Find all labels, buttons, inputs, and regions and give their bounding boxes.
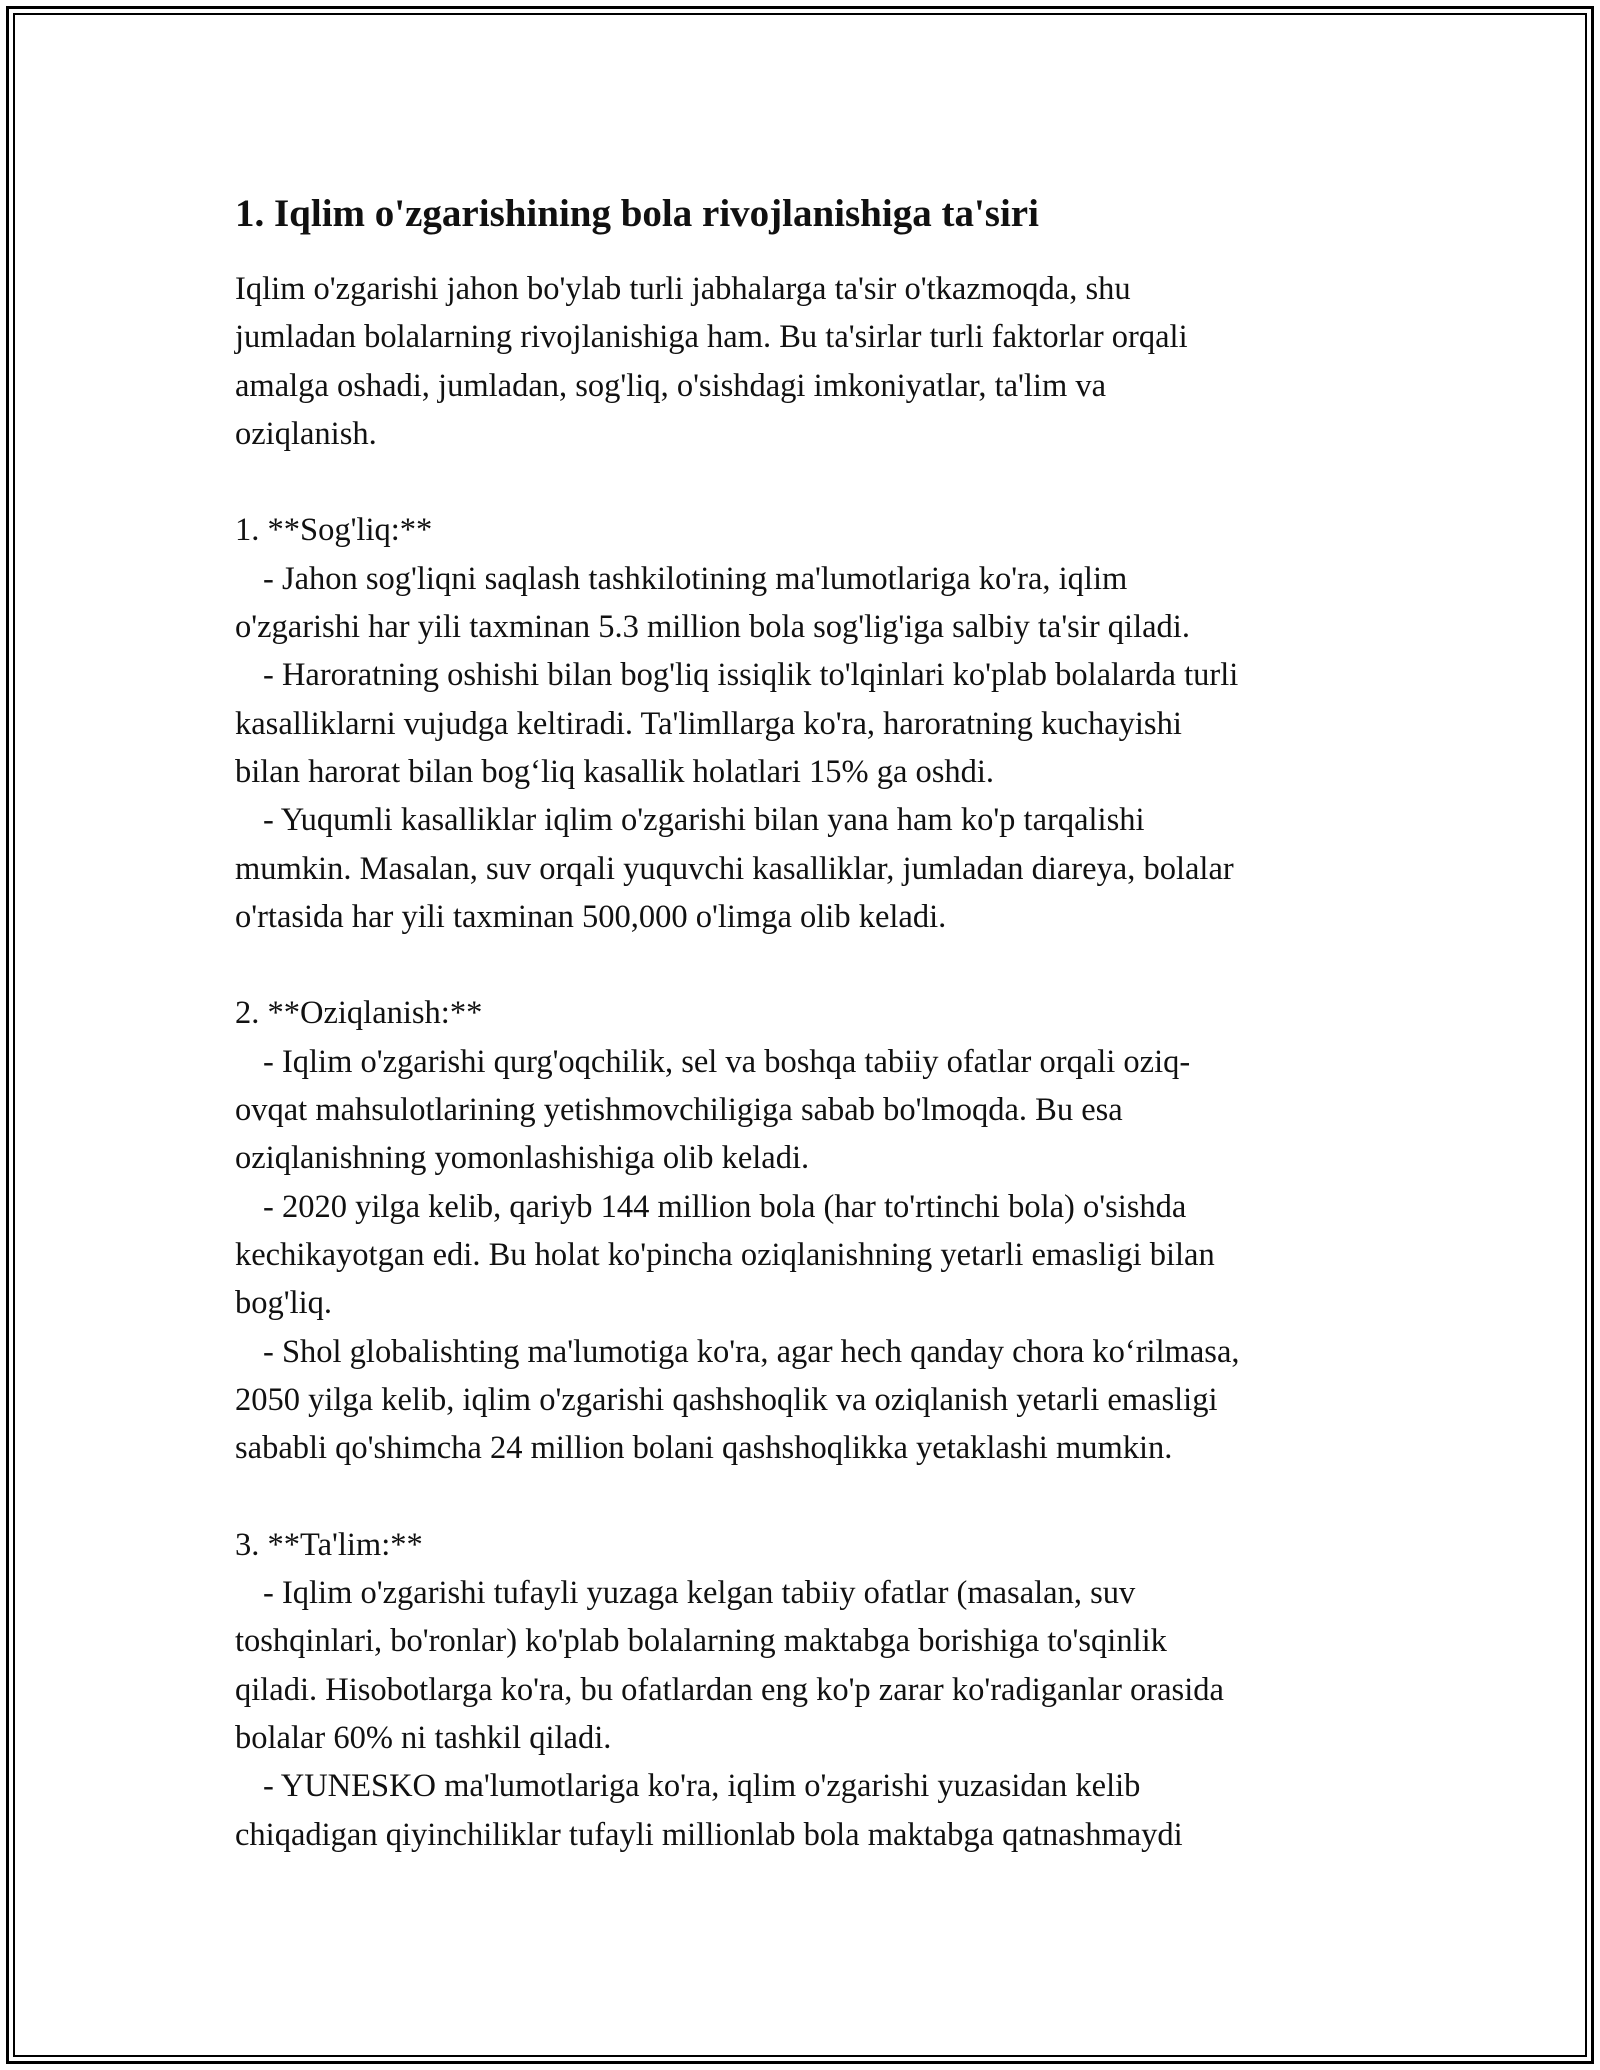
bullet-line: - 2020 yilga kelib, qariyb 144 million bola (har to'rtinchi bola) o'sishda <box>263 1188 1187 1225</box>
spacer <box>235 941 1375 989</box>
bullet-line: - Iqlim o'zgarishi qurg'oqchilik, sel va boshqa tabiiy ofatlar orqali oziq- <box>263 1043 1191 1080</box>
spacer <box>235 1472 1375 1520</box>
intro-line: amalga oshadi, jumladan, sog'liq, o'sishdagi imkoniyatlar, ta'lim va <box>235 367 1107 404</box>
intro-line: oziqlanish. <box>235 415 377 452</box>
page-title: 1. Iqlim o'zgarishining bola rivojlanishiga ta'siri <box>235 192 1039 235</box>
bullet-line: bilan harorat bilan bog‘liq kasallik holatlari 15% ga oshdi. <box>235 753 995 790</box>
bullet-line: o'rtasida har yili taxminan 500,000 o'limga olib keladi. <box>235 898 947 935</box>
section-title-health: 1. **Sog'liq:** <box>235 512 433 549</box>
bullet-line: - Yuqumli kasalliklar iqlim o'zgarishi bilan yana ham ko'p tarqalishi <box>263 802 1145 839</box>
section-title-nutrition: 2. **Oziqlanish:** <box>235 995 483 1032</box>
bullet-line: - Iqlim o'zgarishi tufayli yuzaga kelgan tabiiy ofatlar (masalan, suv <box>263 1575 1136 1612</box>
bullet-line: kasalliklarni vujudga keltiradi. Ta'limllarga ko'ra, haroratning kuchayishi <box>235 705 1182 742</box>
bullet-line: kechikayotgan edi. Bu holat ko'pincha oziqlanishning yetarli emasligi bilan <box>235 1236 1215 1273</box>
bullet-line: - YUNESKO ma'lumotlariga ko'ra, iqlim o'zgarishi yuzasidan kelib <box>263 1768 1141 1805</box>
bullet-line: bog'liq. <box>235 1285 333 1322</box>
spacer <box>235 458 1375 506</box>
bullet-line: - Shol globalishting ma'lumotiga ko'ra, agar hech qanday chora ko‘rilmasa, <box>263 1333 1240 1370</box>
section-title-education: 3. **Ta'lim:** <box>235 1526 423 1563</box>
bullet-line: oziqlanishning yomonlashishiga olib keladi. <box>235 1140 810 1177</box>
bullet-line: toshqinlari, bo'ronlar) ko'plab bolalarning maktabga borishiga to'sqinlik <box>235 1623 1167 1660</box>
bullet-line: chiqadigan qiyinchiliklar tufayli millionlab bola maktabga qatnashmaydi <box>235 1816 1183 1853</box>
bullet-line: sababli qo'shimcha 24 million bolani qashshoqlikka yetaklashi mumkin. <box>235 1430 1173 1467</box>
bullet-line: - Haroratning oshishi bilan bog'liq issiqlik to'lqinlari ko'plab bolalarda turli <box>263 657 1239 694</box>
document-body <box>235 185 1375 1859</box>
bullet-line: mumkin. Masalan, suv orqali yuquvchi kasalliklar, jumladan diareya, bolalar <box>235 850 1234 887</box>
bullet-line: qiladi. Hisobotlarga ko'ra, bu ofatlardan eng ko'p zarar ko'radiganlar orasida <box>235 1671 1224 1708</box>
intro-line: jumladan bolalarning rivojlanishiga ham. Bu ta'sirlar turli faktorlar orqali <box>235 319 1188 356</box>
bullet-line: bolalar 60% ni tashkil qiladi. <box>235 1719 612 1756</box>
intro-paragraph <box>235 265 1375 1859</box>
intro-line: Iqlim o'zgarishi jahon bo'ylab turli jabhalarga ta'sir o'tkazmoqda, shu <box>235 271 1131 307</box>
bullet-line: 2050 yilga kelib, iqlim o'zgarishi qashshoqlik va oziqlanish yetarli emasligi <box>235 1381 1218 1418</box>
bullet-line: - Jahon sog'liqni saqlash tashkilotining ma'lumotlariga ko'ra, iqlim <box>263 560 1128 597</box>
bullet-line: o'zgarishi har yili taxminan 5.3 million bola sog'lig'iga salbiy ta'sir qiladi. <box>235 609 1190 646</box>
bullet-line: ovqat mahsulotlarining yetishmovchiligiga sabab bo'lmoqda. Bu esa <box>235 1092 1123 1129</box>
